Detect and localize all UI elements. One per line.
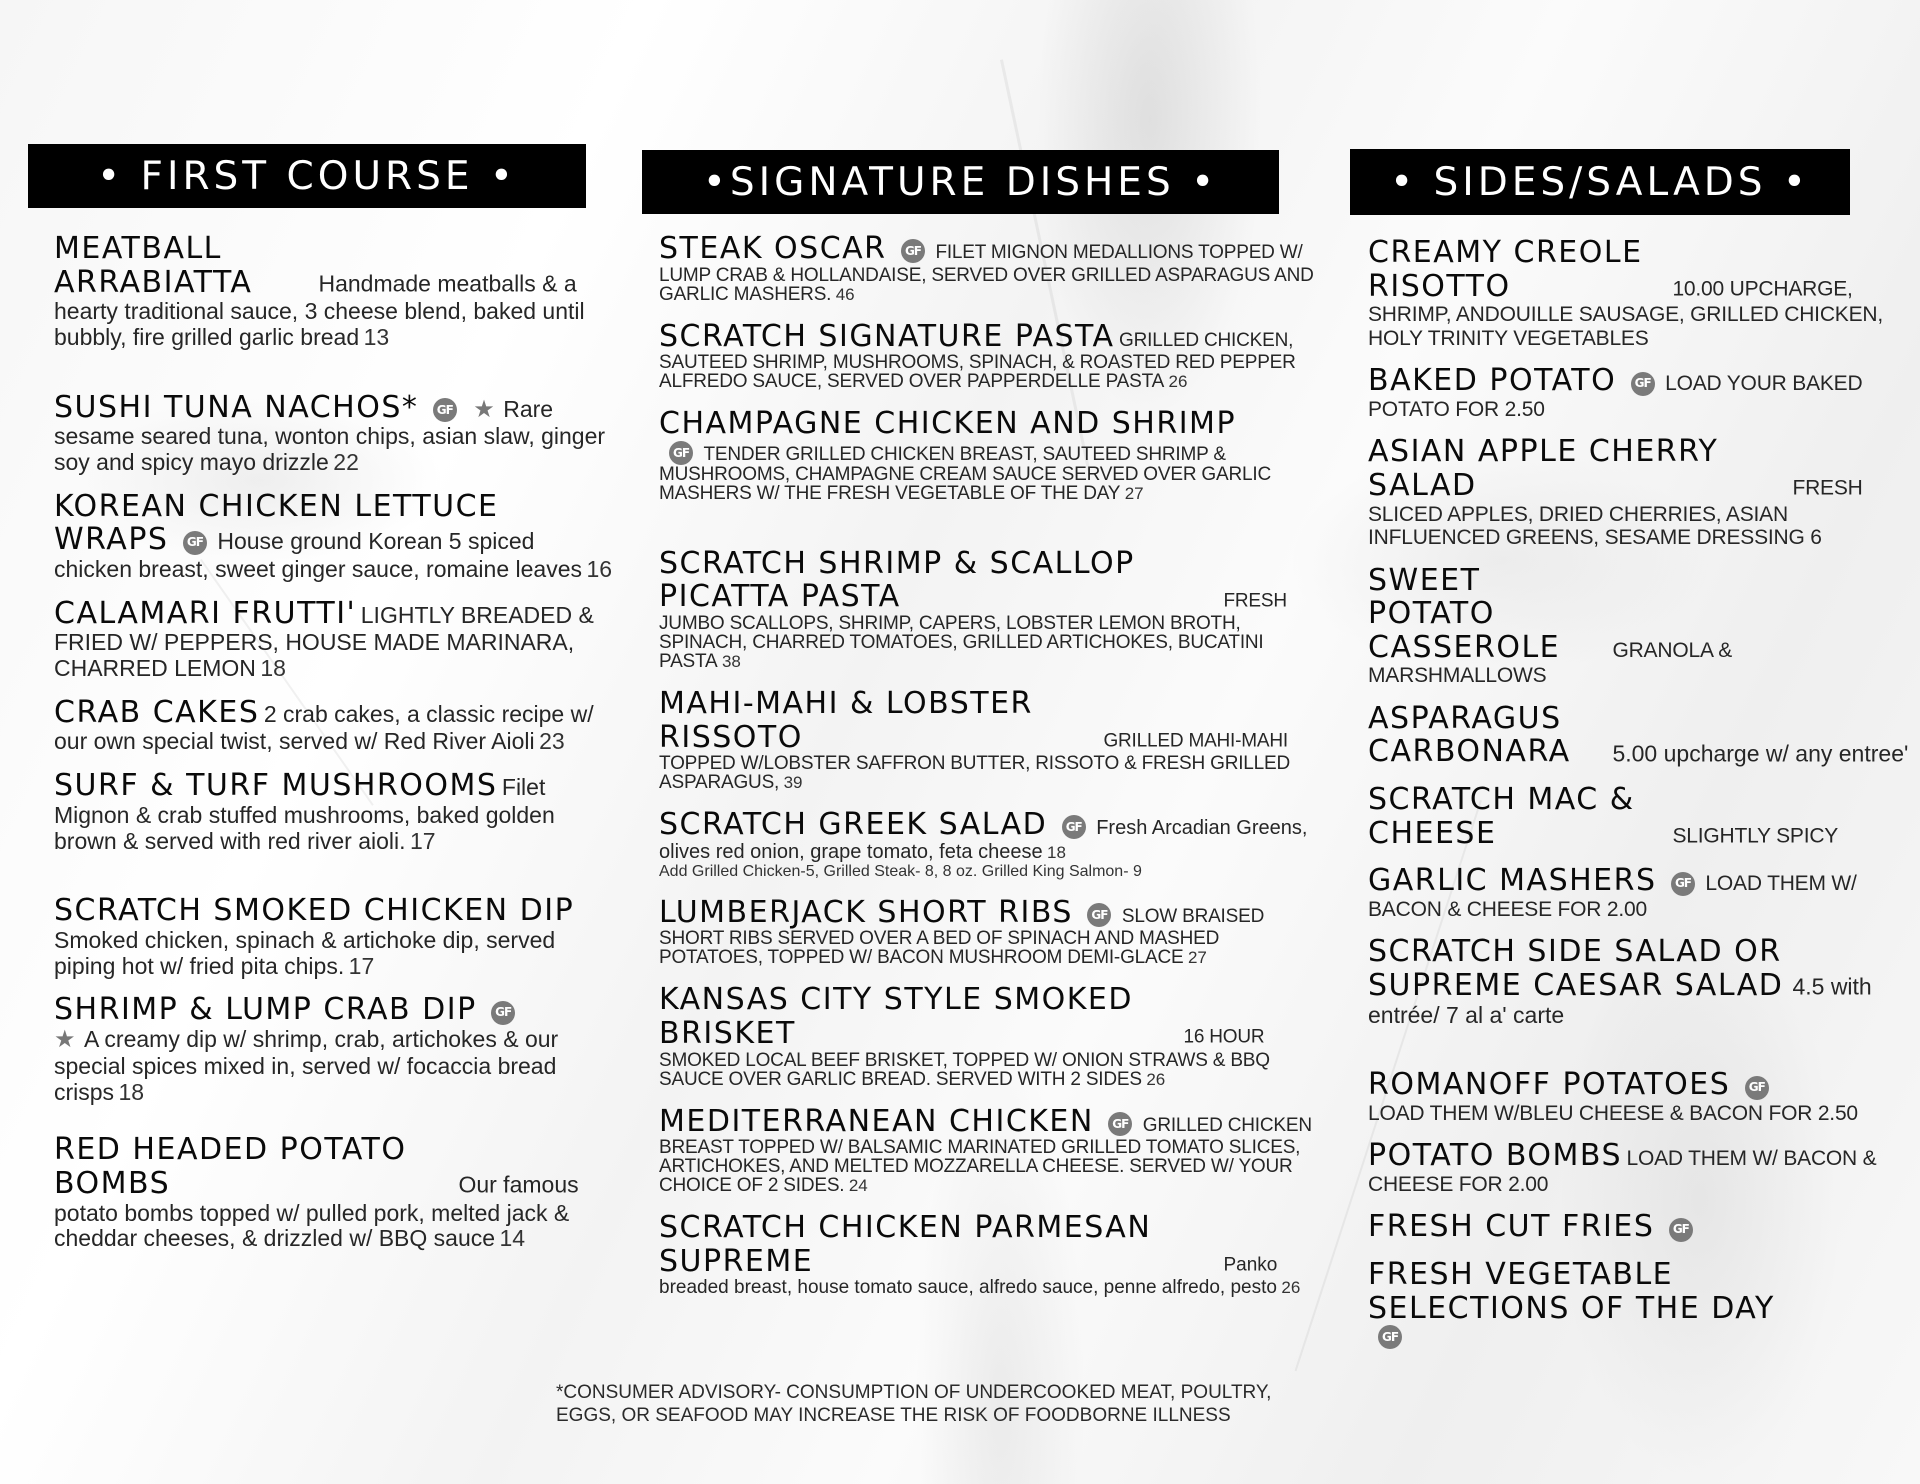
item-price: 26 bbox=[1146, 1069, 1166, 1089]
menu-item bbox=[659, 407, 1322, 503]
item-name: SWEET POTATO CASSEROLE bbox=[1368, 562, 1561, 665]
item-description: FILET MIGNON MEDALLIONS TOPPED W/ LUMP CRAB & HOLLANDAISE, SERVED OVER GRILLED ASPARAGUS AND GARLIC MASHERS. bbox=[659, 242, 1314, 305]
gluten-free-icon: GF bbox=[491, 1001, 515, 1025]
menu-item bbox=[1368, 435, 1910, 549]
item-name: POTATO BOMBS bbox=[1368, 1138, 1623, 1174]
item-price: 18 bbox=[118, 1078, 145, 1105]
item-name: SURF & TURF MUSHROOMS bbox=[54, 768, 498, 804]
item-description: 16 HOUR SMOKED LOCAL BEEF BRISKET, TOPPED W/ ONION STRAWS & BBQ SAUCE OVER GARLIC BREAD. SERVED WITH 2 SIDES bbox=[659, 1026, 1270, 1090]
item-price: 27 bbox=[1124, 483, 1144, 503]
item-name: SCRATCH GREEK SALAD bbox=[659, 807, 1048, 843]
star-icon: ★ bbox=[54, 1025, 76, 1053]
item-description: Filet Mignon & crab stuffed mushrooms, baked golden brown & served with red river aioli. bbox=[54, 774, 555, 854]
item-name: LUMBERJACK SHORT RIBS bbox=[659, 894, 1073, 930]
item-name: CRAB CAKES bbox=[54, 694, 260, 730]
item-name: STEAK OSCAR bbox=[659, 231, 887, 266]
item-description: LIGHTLY BREADED & FRIED W/ PEPPERS, HOUSE MADE MARINARA, CHARRED LEMON bbox=[54, 601, 594, 682]
menu-item bbox=[659, 547, 1322, 671]
item-price: 17 bbox=[409, 827, 436, 854]
item-name: ROMANOFF POTATOES bbox=[1368, 1067, 1731, 1103]
menu-item bbox=[1368, 864, 1910, 921]
item-name: CREAMY CREOLE RISOTTO bbox=[1368, 235, 1643, 304]
star-icon: ★ bbox=[473, 395, 495, 423]
item-description: FRESH JUMBO SCALLOPS, SHRIMP, CAPERS, LOBSTER LEMON BROTH, SPINACH, CHARRED TOMATOES, GRILLED ARTICHOKES, BUCATINI PASTA bbox=[659, 590, 1287, 672]
item-price: 23 bbox=[539, 728, 565, 755]
item-description: LOAD THEM W/ BACON & CHEESE FOR 2.00 bbox=[1368, 872, 1857, 921]
section-header-signature-dishes: •SIGNATURE DISHES • bbox=[642, 150, 1279, 214]
menu-item bbox=[54, 597, 618, 682]
item-name: KOREAN CHICKEN LETTUCE WRAPS bbox=[54, 488, 499, 558]
item-description: 2 crab cakes, a classic recipe w/ our own special twist, served w/ Red River Aioli bbox=[54, 700, 594, 755]
menu-item bbox=[1368, 564, 1910, 688]
item-name: MEDITERRANEAN CHICKEN bbox=[659, 1103, 1094, 1139]
item-description: Smoked chicken, spinach & artichoke dip, served piping hot w/ fried pita chips. bbox=[54, 926, 556, 979]
item-description: TENDER GRILLED CHICKEN BREAST, SAUTEED SHRIMP & MUSHROOMS, CHAMPAGNE CREAM SAUCE SERVED OVER GARLIC MASHERS W/ THE FRESH VEGETABLE OF THE DAY bbox=[659, 443, 1271, 504]
item-name: SHRIMP & LUMP CRAB DIP bbox=[54, 992, 477, 1028]
item-name: SCRATCH SHRIMP & SCALLOP PICATTA PASTA bbox=[659, 545, 1135, 615]
item-name: CHAMPAGNE CHICKEN AND SHRIMP bbox=[659, 406, 1237, 442]
item-description: Panko breaded breast, house tomato sauce, alfredo sauce, penne alfredo, pesto bbox=[659, 1254, 1278, 1299]
item-description: GRILLED CHICKEN, SAUTEED SHRIMP, MUSHROOMS, SPINACH, & ROASTED RED PEPPER ALFREDO SAUCE, SERVED OVER PAPPERDELLE PASTA bbox=[659, 329, 1296, 393]
item-description: Handmade meatballs & a hearty traditional sauce, 3 cheese blend, baked until bubbly, fire grilled garlic bread bbox=[54, 270, 585, 350]
gluten-free-icon: GF bbox=[1087, 903, 1111, 927]
item-name: SCRATCH MAC & CHEESE bbox=[1368, 782, 1635, 851]
consumer-advisory: *CONSUMER ADVISORY- CONSUMPTION OF UNDERCOOKED MEAT, POULTRY, EGGS, OR SEAFOOD MAY INCREASE THE RISK OF FOODBORNE ILLNESS bbox=[556, 1382, 1272, 1426]
menu-item bbox=[1368, 1068, 1910, 1125]
first-course-items bbox=[54, 232, 618, 1266]
gluten-free-icon: GF bbox=[669, 441, 693, 465]
menu-item bbox=[1368, 1139, 1910, 1196]
menu-item bbox=[1368, 702, 1910, 769]
section-header-sides-salads: • SIDES/SALADS • bbox=[1350, 149, 1850, 215]
item-name: ASPARAGUS CARBONARA bbox=[1368, 700, 1571, 770]
item-description: GRILLED CHICKEN BREAST TOPPED W/ BALSAMIC MARINATED GRILLED TOMATO SLICES, ARTICHOKES, AND MELTED MOZZARELLA CHEESE. SERVED W/ YOUR CHOICE OF 2 SIDES. bbox=[659, 1114, 1312, 1197]
item-price: 14 bbox=[499, 1225, 526, 1252]
item-name: FRESH CUT FRIES bbox=[1368, 1209, 1655, 1245]
menu-item bbox=[54, 490, 618, 583]
item-description: LOAD THEM W/BLEU CHEESE & BACON FOR 2.50 bbox=[1368, 1101, 1858, 1125]
menu-item bbox=[54, 1133, 618, 1252]
menu-item bbox=[659, 896, 1322, 968]
item-name: SCRATCH SIGNATURE PASTA bbox=[659, 318, 1115, 354]
item-price: 13 bbox=[363, 323, 390, 350]
menu-item bbox=[54, 993, 618, 1105]
item-price: 16 bbox=[586, 555, 613, 582]
item-description: House ground Korean 5 spiced chicken breast, sweet ginger sauce, romaine leaves bbox=[54, 528, 583, 582]
item-name: BAKED POTATO bbox=[1368, 363, 1617, 399]
menu-item bbox=[659, 320, 1322, 392]
gluten-free-icon: GF bbox=[901, 239, 925, 263]
gluten-free-icon: GF bbox=[1062, 815, 1086, 839]
gluten-free-icon: GF bbox=[1631, 372, 1655, 396]
menu-item bbox=[54, 769, 618, 854]
item-name: SCRATCH SMOKED CHICKEN DIP bbox=[54, 893, 575, 929]
menu-item bbox=[1368, 1258, 1910, 1349]
item-name: MAHI-MAHI & LOBSTER RISSOTO bbox=[659, 685, 1033, 755]
item-name: MEATBALL ARRABIATTA bbox=[54, 231, 253, 300]
menu-item bbox=[1368, 935, 1910, 1028]
gluten-free-icon: GF bbox=[183, 531, 207, 555]
item-add-ons: Add Grilled Chicken-5, Grilled Steak- 8, 8 oz. Grilled King Salmon- 9 bbox=[659, 862, 1142, 880]
menu-item bbox=[54, 232, 618, 351]
item-description: FRESH SLICED APPLES, DRIED CHERRIES, ASIAN INFLUENCED GREENS, SESAME DRESSING 6 bbox=[1368, 476, 1863, 550]
item-description: 4.5 with entrée/ 7 al a' carte bbox=[1368, 973, 1872, 1028]
item-price: 26 bbox=[1281, 1278, 1301, 1298]
sides-salads-items bbox=[1368, 236, 1910, 1363]
menu-item bbox=[54, 391, 618, 476]
item-price: 22 bbox=[333, 449, 359, 476]
item-description: LOAD THEM W/ BACON & CHEESE FOR 2.00 bbox=[1368, 1147, 1877, 1196]
item-description: GRILLED MAHI-MAHI TOPPED W/LOBSTER SAFFRON BUTTER, RISSOTO & FRESH GRILLED ASPARAGUS, bbox=[659, 730, 1291, 794]
item-name: KANSAS CITY STYLE SMOKED BRISKET bbox=[659, 982, 1133, 1051]
item-description: Fresh Arcadian Greens, olives red onion, grape tomato, feta cheese bbox=[659, 817, 1308, 863]
item-description: SLIGHTLY SPICY bbox=[1672, 824, 1839, 848]
menu-item bbox=[659, 1211, 1322, 1297]
item-price: 18 bbox=[1047, 842, 1066, 862]
item-description: SLOW BRAISED SHORT RIBS SERVED OVER A BED OF SPINACH AND MASHED POTATOES, TOPPED W/ BACON MUSHROOM DEMI-GLACE bbox=[659, 905, 1265, 969]
item-description: Our famous potato bombs topped w/ pulled pork, melted jack & cheddar cheeses, & drizzled w/ BBQ sauce bbox=[54, 1171, 579, 1252]
item-name: SUSHI TUNA NACHOS* bbox=[54, 389, 419, 425]
menu-item bbox=[659, 808, 1322, 880]
item-name: RED HEADED POTATO BOMBS bbox=[54, 1132, 407, 1201]
item-price: 39 bbox=[783, 773, 803, 793]
item-name: ASIAN APPLE CHERRY SALAD bbox=[1368, 434, 1719, 503]
item-description: LOAD YOUR BAKED POTATO FOR 2.50 bbox=[1368, 372, 1863, 421]
item-name: FRESH VEGETABLE SELECTIONS OF THE DAY bbox=[1368, 1257, 1775, 1326]
gluten-free-icon: GF bbox=[1378, 1325, 1402, 1349]
item-price: 18 bbox=[260, 655, 286, 682]
item-name: GARLIC MASHERS bbox=[1368, 863, 1657, 899]
menu-item bbox=[659, 232, 1322, 304]
gluten-free-icon: GF bbox=[1669, 1218, 1693, 1242]
gluten-free-icon: GF bbox=[1108, 1112, 1132, 1136]
menu-item bbox=[659, 1105, 1322, 1196]
item-name: SCRATCH SIDE SALAD OR SUPREME CAESAR SALAD bbox=[1368, 934, 1784, 1003]
menu-item bbox=[1368, 236, 1910, 350]
gluten-free-icon: GF bbox=[433, 398, 457, 422]
item-description: Rare sesame seared tuna, wonton chips, asian slaw, ginger soy and spicy mayo drizzle bbox=[54, 395, 606, 476]
item-name: CALAMARI FRUTTI' bbox=[54, 595, 357, 631]
item-description: GRANOLA & MARSHMALLOWS bbox=[1368, 638, 1733, 688]
item-price: 26 bbox=[1168, 372, 1188, 392]
menu-item bbox=[659, 983, 1322, 1088]
menu-item bbox=[54, 696, 618, 755]
gluten-free-icon: GF bbox=[1671, 872, 1695, 896]
menu-item bbox=[1368, 783, 1910, 850]
menu-item bbox=[659, 687, 1322, 792]
menu-item bbox=[1368, 364, 1910, 421]
item-description: 10.00 UPCHARGE, SHRIMP, ANDOUILLE SAUSAGE, GRILLED CHICKEN, HOLY TRINITY VEGETABLES bbox=[1368, 277, 1883, 350]
item-price: 27 bbox=[1187, 948, 1207, 968]
item-name: SCRATCH CHICKEN PARMESAN SUPREME bbox=[659, 1210, 1152, 1279]
item-price: 46 bbox=[835, 284, 855, 304]
item-description: 5.00 upcharge w/ any entree' bbox=[1612, 740, 1909, 767]
menu-item bbox=[54, 894, 618, 979]
item-description: A creamy dip w/ shrimp, crab, artichokes & our special spices mixed in, served w/ focaccia bread crisps bbox=[54, 1025, 559, 1105]
menu-item bbox=[1368, 1210, 1910, 1244]
gluten-free-icon: GF bbox=[1745, 1076, 1769, 1100]
item-price: 17 bbox=[348, 952, 375, 979]
section-header-first-course: • FIRST COURSE • bbox=[28, 144, 586, 208]
signature-dishes-items bbox=[659, 232, 1322, 1313]
item-price: 38 bbox=[721, 651, 741, 671]
item-price: 24 bbox=[848, 1176, 868, 1196]
